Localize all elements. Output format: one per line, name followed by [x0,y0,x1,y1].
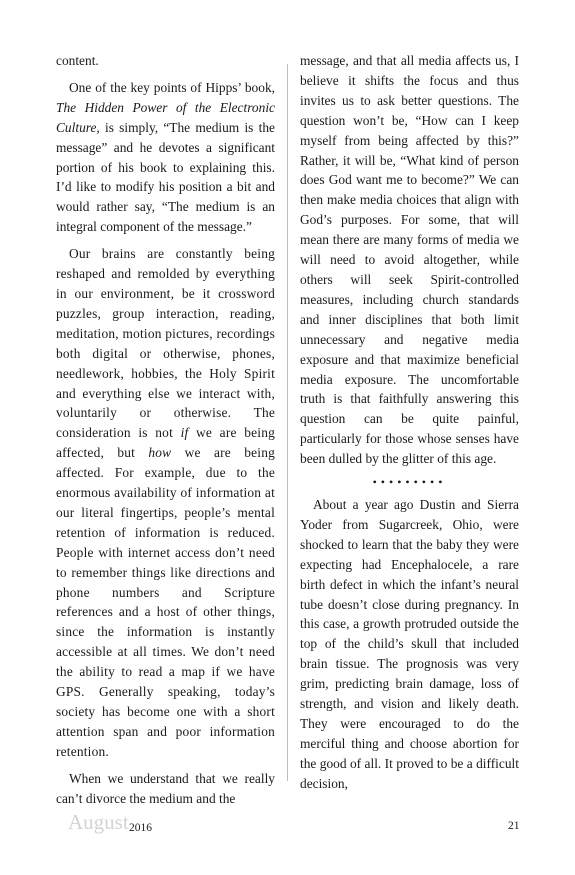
text-run: is simply, “The medium is the message” and he devotes a significant portion of his book to explaining this. I’d like to modify his position a bit and would rather say, “The medium is an integral component of the message.” [56,119,275,235]
emphasis: how [148,445,172,461]
left-column [56,51,275,809]
book-title: The Hidden Power of the Electronic Culture, [56,99,275,135]
footer-month: August [68,810,129,834]
section-divider: ••••••••• [372,475,447,490]
paragraph: content. [56,53,99,68]
text-run: we are being affected, but [56,425,275,461]
paragraph: About a year ago Dustin and Sierra Yoder from Sugarcreek, Ohio, were shocked to learn that the baby they were expecting had Encephalocele, a rare birth defect in which the infant’s neural tube doesn’t close during pregnancy. In this case, a growth protruded outside the top of the child’s skull that included brain tissue. The prognosis was very grim, predicting brain damage, loss of strength, and vision and likely death. They were encouraged to do the merciful thing and choose abortion for the good of all. It proved to be a difficult decision, [300,497,519,791]
text-run: One of the key points of Hipps’ book, [69,79,275,95]
emphasis: if [180,425,189,441]
text-run: we are being affected. For example, due to the enormous availability of information at our literal fingertips, people’s mental retention of information is reduced. People with internet access don’t need to remember things like directions and phone numbers and Scripture references and a host of other things, since the information is instantly accessible at all times. We don’t need the ability to read a map if we have GPS. Generally speaking, today’s society has become one with a short attention span and poor information retention. [56,445,275,759]
paragraph [56,78,275,237]
column-rule [287,64,288,781]
right-column [300,51,519,794]
paragraph: When we understand that we really can’t divorce the medium and the [56,770,275,806]
text-run: Our brains are constantly being reshaped and remolded by everything in our environment, be it crossword puzzles, group interaction, reading, meditation, motion pictures, recordings both digital or otherwise, phones, needlework, hobbies, the Holy Spirit and everything else we interact with, voluntarily or otherwise. The consideration is not [56,246,275,441]
footer-year: 2016 [129,822,152,834]
page-number: 21 [508,820,520,832]
paragraph: message, and that all media affects us, I believe it shifts the focus and thus invites us to ask better questions. The question won’t be, “How can I keep myself from being affected by this?” Rather, it will be, “What kind of person does God want me to become?” We can then make media choices that align with God’s purposes. For some, that will mean there are many forms of media we will need to avoid altogether, while others will seek Spirit-controlled measures, including church standards and inner disciplines that both limit unnecessary and negative media exposure and that maximize beneficial media exposure. The uncomfortable truth is that faithfully answering this question can be quite painful, particularly for those whose senses have been dulled by the glitter of this age. [300,53,519,467]
paragraph [56,244,275,762]
